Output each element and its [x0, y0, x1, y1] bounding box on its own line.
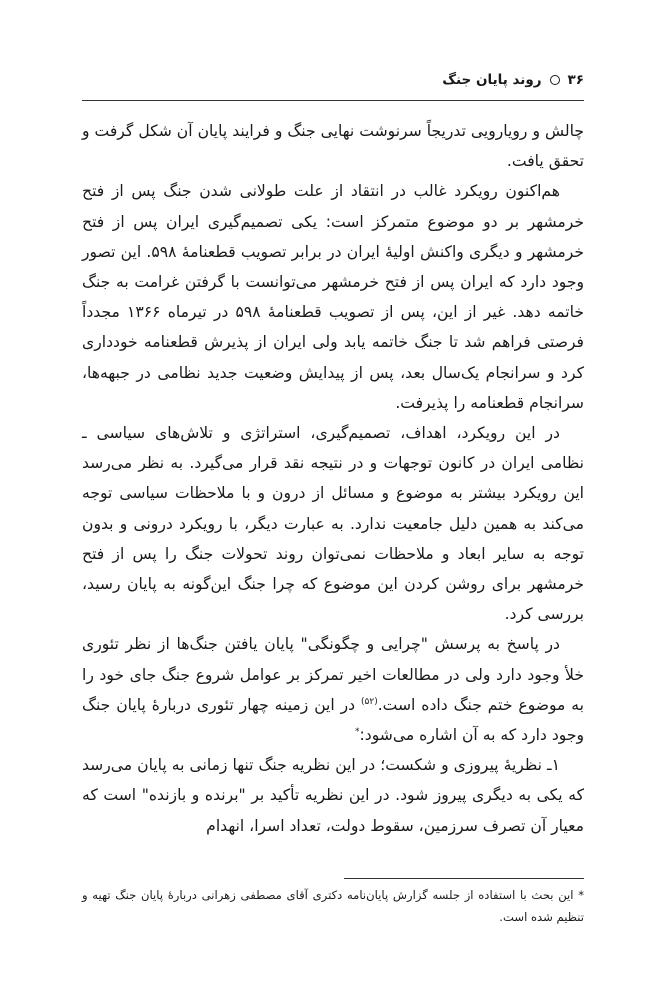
footnote-marker: * [355, 726, 360, 737]
circle-bullet-icon [550, 75, 560, 85]
paragraph-4 [82, 629, 584, 750]
footnote [82, 884, 584, 928]
running-title: روند پایان جنگ [442, 72, 542, 88]
footnote-divider [344, 878, 584, 879]
running-header [442, 68, 584, 92]
paragraph-2: هم‌اکنون رویکرد غالب در انتقاد از علت طولانی شدن جنگ پس از فتح خرمشهر بر دو موضوع متمرکز است: یکی تصمیم‌گیری ایران پس از فتح خرمشهر و دیگری واکنش اولیهٔ ایران در برابر تصویب قطعنامهٔ ۵۹۸. این تصور وجود دارد که ایران پس از فتح خرمشهر می‌توانست با گرفتن غرامت به جنگ خاتمه دهد. غیر از این، پس از تصویب قطعنامهٔ ۵۹۸ در تیرماه ۱۳۶۶ مجدداً فرصتی فراهم شد تا جنگ خاتمه یابد ولی ایران از پذیرش قطعنامه خودداری کرد و سرانجام یک‌سال بعد، پس از پیدایش وضعیت جدید نظامی در جبهه‌ها، سرانجام قطعنامه را پذیرفت. [82, 182, 584, 412]
page-number: ۳۶ [567, 72, 584, 88]
citation-52: (۵۲) [361, 696, 378, 707]
paragraph-4-text-a: در پاسخ به پرسش "چرایی و چگونگی" پایان یافتن جنگ‌ها از نظر تئوری خلأ وجود دارد ولی در مطالعات اخیر تمرکز بر عوامل شروع جنگ جای خود را به موضوع ختم جنگ داده است. [82, 635, 585, 714]
paragraph-1: چالش و رویارویی تدریجاً سرنوشت نهایی جنگ و فرایند پایان آن شکل گرفت و تحقق یافت. [82, 122, 584, 171]
paragraph-3: در این رویکرد، اهداف، تصمیم‌گیری، استراتژی و تلاش‌های سیاسی ـ نظامی ایران در کانون توجهات و در نتیجه نقد قرار می‌گیرد. به نظر می‌رسد این رویکرد بیشتر به موضوع و مسائل از درون و با ملاحظات سیاسی توجه می‌کند به همین دلیل جامعیت ندارد. به عبارت دیگر، با رویکرد درونی و بدون توجه به سایر ابعاد و ملاحظات نمی‌توان روند تحولات جنگ را پس از فتح خرمشهر برای روشن کردن این موضوع که چرا جنگ این‌گونه به پایان رسید، بررسی کرد. [82, 424, 584, 624]
paragraph-5: ۱ـ نظریهٔ پیروزی و شکست؛ در این نظریه جنگ تنها زمانی به پایان می‌رسد که یکی به دیگری پیروز شود. در این نظریه تأکید بر "برنده و بازنده" است که معیار آن تصرف سرزمین، سقوط دولت، تعداد اسرا، انهدام [82, 756, 584, 835]
footnote-text: * این بحث با استفاده از جلسه گزارش پایان‌نامه دکتری آقای مصطفی زهرانی دربارهٔ پایان جنگ تهیه و تنظیم شده است. [82, 888, 584, 924]
paragraph-4-text-b: در این زمینه چهار تئوری دربارهٔ پایان جنگ وجود دارد که به آن اشاره می‌شود: [82, 695, 584, 745]
body-text [82, 116, 584, 841]
header-divider [82, 100, 584, 101]
